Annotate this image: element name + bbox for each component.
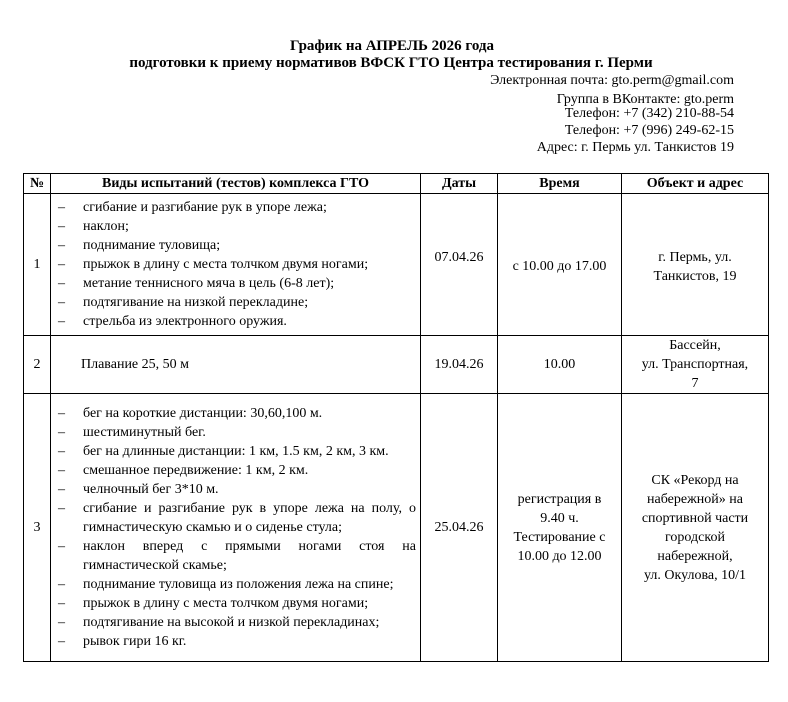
list-item: – поднимание туловища из положения лежа на спине; (58, 575, 416, 594)
tests-list (51, 198, 420, 331)
date-cell: 19.04.26 (421, 336, 498, 394)
contact-phone-1: Телефон: +7 (342) 210-88-54 (564, 106, 734, 121)
header-tests: Виды испытаний (тестов) комплекса ГТО (51, 174, 421, 194)
list-item: – рывок гири 16 кг. (58, 632, 416, 651)
list-item: – бег на длинные дистанции: 1 км, 1.5 км, 2 км, 3 км. (58, 442, 416, 461)
time-cell: с 10.00 до 17.00 (498, 194, 622, 336)
tests-list (51, 404, 420, 651)
header-number: № (24, 174, 51, 194)
location-cell: Бассейн, ул. Транспортная, 7 (622, 336, 769, 394)
list-item: – стрельба из электронного оружия. (58, 312, 416, 331)
header-location: Объект и адрес (622, 174, 769, 194)
date-cell: 25.04.26 (421, 394, 498, 662)
list-item: – челночный бег 3*10 м. (58, 480, 416, 499)
document-title: График на АПРЕЛЬ 2026 года (289, 38, 495, 54)
list-item: – прыжок в длину с места толчком двумя ногами; (58, 255, 416, 274)
header-dates: Даты (421, 174, 498, 194)
tests-cell (51, 336, 421, 394)
list-item: – сгибание и разгибание рук в упоре лежа на полу, о гимнастическую скамью и о сиденье стула; (58, 499, 416, 537)
location-cell: СК «Рекорд на набережной» на спортивной части городской набережной, ул. Окулова, 10/1 (622, 394, 769, 662)
row-number: 1 (24, 194, 51, 336)
list-item: – смешанное передвижение: 1 км, 2 км. (58, 461, 416, 480)
list-item: – поднимание туловища; (58, 236, 416, 255)
list-item: – бег на короткие дистанции: 30,60,100 м. (58, 404, 416, 423)
row-number: 3 (24, 394, 51, 662)
list-item: – наклон; (58, 217, 416, 236)
contact-email: Электронная почта: gto.perm@gmail.com (490, 73, 734, 88)
time-cell: 10.00 (498, 336, 622, 394)
location-cell: г. Пермь, ул. Танкистов, 19 (622, 194, 769, 336)
table-header-row (24, 174, 769, 194)
list-item: – наклон вперед с прямыми ногами стоя на гимнастической скамье; (58, 537, 416, 575)
list-item: – метание теннисного мяча в цель (6-8 лет); (58, 274, 416, 293)
list-item: – подтягивание на высокой и низкой перекладинах; (58, 613, 416, 632)
contact-vk-group: Группа в ВКонтакте: gto.perm (556, 92, 734, 107)
time-cell: регистрация в 9.40 ч. Тестирование с 10.00 до 12.00 (498, 394, 622, 662)
date-cell: 07.04.26 (421, 194, 498, 336)
contact-phone-2: Телефон: +7 (996) 249-62-15 (564, 123, 734, 138)
document-subtitle: подготовки к приему нормативов ВФСК ГТО Центра тестирования г. Перми (129, 55, 653, 71)
test-item: Плавание 25, 50 м (81, 357, 190, 372)
list-item: – шестиминутный бег. (58, 423, 416, 442)
list-item: – сгибание и разгибание рук в упоре лежа; (58, 198, 416, 217)
table-row (24, 394, 769, 662)
row-number: 2 (24, 336, 51, 394)
header-time: Время (498, 174, 622, 194)
table-row (24, 336, 769, 394)
contact-address: Адрес: г. Пермь ул. Танкистов 19 (536, 140, 734, 155)
tests-cell (51, 394, 421, 662)
schedule-table (23, 173, 769, 662)
table-row (24, 194, 769, 336)
list-item: – прыжок в длину с места толчком двумя ногами; (58, 594, 416, 613)
list-item: – подтягивание на низкой перекладине; (58, 293, 416, 312)
tests-cell (51, 194, 421, 336)
